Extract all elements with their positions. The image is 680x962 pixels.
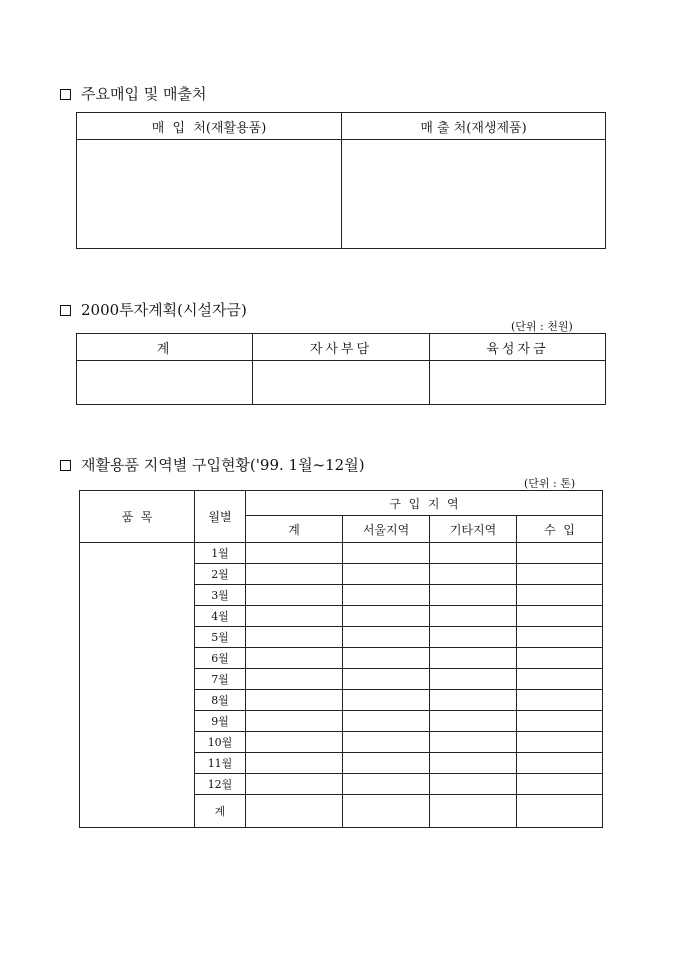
data-cell[interactable] xyxy=(343,795,430,828)
data-cell[interactable] xyxy=(517,795,603,828)
data-cell[interactable] xyxy=(430,690,517,711)
self-funding-cell[interactable] xyxy=(253,361,430,405)
data-cell[interactable] xyxy=(517,774,603,795)
data-cell[interactable] xyxy=(517,606,603,627)
other-region-header: 기타지역 xyxy=(430,516,517,543)
support-fund-column-header: 육성자금 xyxy=(430,334,606,361)
data-cell[interactable] xyxy=(430,795,517,828)
self-funding-column-header: 자사부담 xyxy=(253,334,430,361)
data-cell[interactable] xyxy=(246,543,343,564)
purchase-cell[interactable] xyxy=(77,140,342,249)
data-cell[interactable] xyxy=(343,774,430,795)
month-label: 8월 xyxy=(195,690,246,711)
data-cell[interactable] xyxy=(430,627,517,648)
checkbox-icon[interactable] xyxy=(60,460,71,471)
data-cell[interactable] xyxy=(517,669,603,690)
data-cell[interactable] xyxy=(517,732,603,753)
month-label: 5월 xyxy=(195,627,246,648)
month-label: 1월 xyxy=(195,543,246,564)
data-cell[interactable] xyxy=(430,543,517,564)
checkbox-icon[interactable] xyxy=(60,89,71,100)
region-total-header: 계 xyxy=(246,516,343,543)
section1-heading xyxy=(60,85,206,103)
month-label: 3월 xyxy=(195,585,246,606)
investment-plan-table xyxy=(76,333,606,405)
item-cell[interactable] xyxy=(80,543,195,828)
total-column-header: 계 xyxy=(77,334,253,361)
data-cell[interactable] xyxy=(343,648,430,669)
data-cell[interactable] xyxy=(246,774,343,795)
month-label: 2월 xyxy=(195,564,246,585)
section3-heading xyxy=(60,456,365,474)
data-cell[interactable] xyxy=(430,732,517,753)
data-cell[interactable] xyxy=(246,669,343,690)
data-cell[interactable] xyxy=(343,564,430,585)
data-cell[interactable] xyxy=(517,648,603,669)
sales-column-header: 매 출 처(재생제품) xyxy=(342,113,606,140)
purchase-column-header: 매 입 처(재활용품) xyxy=(77,113,342,140)
data-cell[interactable] xyxy=(430,648,517,669)
data-cell[interactable] xyxy=(246,627,343,648)
data-cell[interactable] xyxy=(343,669,430,690)
section2-unit: (단위 : 천원) xyxy=(511,320,573,333)
data-cell[interactable] xyxy=(517,543,603,564)
month-label: 6월 xyxy=(195,648,246,669)
section1-title: 주요매입 및 매출처 xyxy=(81,85,207,103)
data-cell[interactable] xyxy=(246,585,343,606)
data-cell[interactable] xyxy=(246,753,343,774)
data-cell[interactable] xyxy=(246,648,343,669)
data-cell[interactable] xyxy=(430,774,517,795)
data-cell[interactable] xyxy=(517,690,603,711)
data-cell[interactable] xyxy=(430,669,517,690)
data-cell[interactable] xyxy=(517,564,603,585)
data-cell[interactable] xyxy=(343,690,430,711)
data-cell[interactable] xyxy=(517,753,603,774)
data-cell[interactable] xyxy=(246,795,343,828)
month-label: 12월 xyxy=(195,774,246,795)
data-cell[interactable] xyxy=(246,606,343,627)
data-cell[interactable] xyxy=(343,753,430,774)
data-cell[interactable] xyxy=(517,585,603,606)
regional-purchase-table xyxy=(79,490,603,828)
month-label: 4월 xyxy=(195,606,246,627)
data-cell[interactable] xyxy=(343,732,430,753)
data-cell[interactable] xyxy=(343,585,430,606)
data-cell[interactable] xyxy=(430,564,517,585)
purchase-region-header: 구 입 지 역 xyxy=(246,491,603,516)
month-label: 11월 xyxy=(195,753,246,774)
total-label: 계 xyxy=(195,795,246,828)
section3-unit: (단위 : 톤) xyxy=(524,477,576,490)
seoul-region-header: 서울지역 xyxy=(343,516,430,543)
data-cell[interactable] xyxy=(246,690,343,711)
data-cell[interactable] xyxy=(343,711,430,732)
import-header: 수 입 xyxy=(517,516,603,543)
data-cell[interactable] xyxy=(430,585,517,606)
purchase-sales-table xyxy=(76,112,606,249)
data-cell[interactable] xyxy=(430,753,517,774)
month-label: 7월 xyxy=(195,669,246,690)
support-fund-cell[interactable] xyxy=(430,361,606,405)
data-cell[interactable] xyxy=(246,732,343,753)
data-cell[interactable] xyxy=(517,627,603,648)
data-cell[interactable] xyxy=(246,564,343,585)
checkbox-icon[interactable] xyxy=(60,305,71,316)
month-label: 9월 xyxy=(195,711,246,732)
data-cell[interactable] xyxy=(517,711,603,732)
month-column-header: 월별 xyxy=(195,491,246,543)
month-label: 10월 xyxy=(195,732,246,753)
data-cell[interactable] xyxy=(246,711,343,732)
data-cell[interactable] xyxy=(343,543,430,564)
data-cell[interactable] xyxy=(430,711,517,732)
data-cell[interactable] xyxy=(343,627,430,648)
data-cell[interactable] xyxy=(430,606,517,627)
item-column-header: 품 목 xyxy=(80,491,195,543)
section2-heading xyxy=(60,301,247,319)
section3-title: 재활용품 지역별 구입현황('99. 1월~12월) xyxy=(81,456,365,474)
section2-title: 2000투자계획(시설자금) xyxy=(81,301,247,319)
total-cell[interactable] xyxy=(77,361,253,405)
sales-cell[interactable] xyxy=(342,140,606,249)
table-row xyxy=(80,543,603,564)
data-cell[interactable] xyxy=(343,606,430,627)
